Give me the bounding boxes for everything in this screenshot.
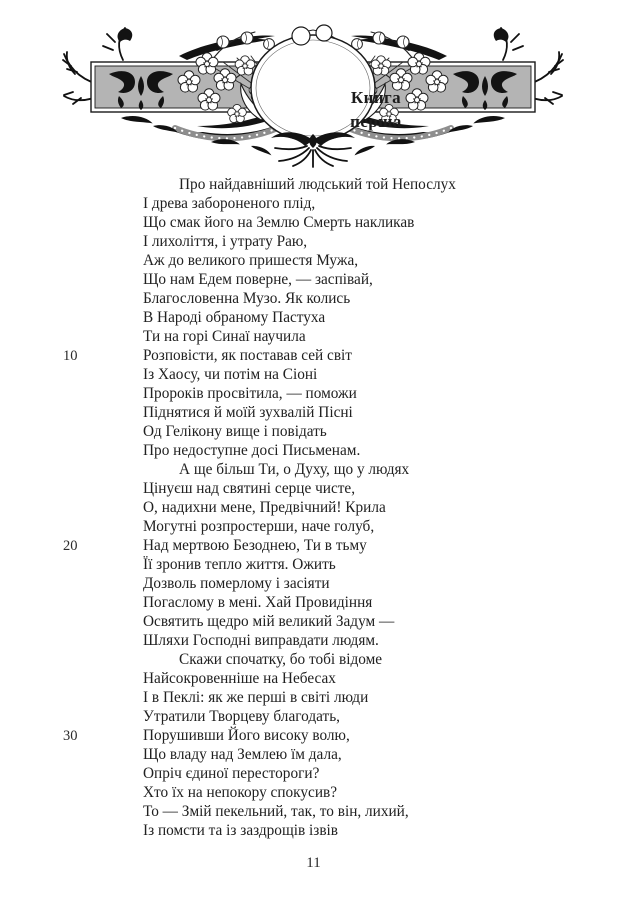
- poem-line: [63, 822, 456, 841]
- verse-text: Шляхи Господні виправдати людям.: [143, 632, 379, 649]
- verse-text: Благословенна Музо. Як колись: [143, 290, 351, 307]
- poem-line: [63, 537, 456, 556]
- verse-text: І в Пеклі: як же перші в світі люди: [143, 689, 369, 706]
- chapter-title-line2: перша: [350, 112, 402, 131]
- poem-line: [63, 651, 456, 670]
- poem-line: [63, 214, 456, 233]
- poem-line: [63, 765, 456, 784]
- poem-line: [63, 423, 456, 442]
- verse-text: Од Гелікону вище і повідать: [143, 423, 327, 440]
- poem-line: [63, 347, 456, 366]
- poem-line: [63, 366, 456, 385]
- verse-text: Хто їх на непокору спокусив?: [143, 784, 338, 801]
- poem-body: [63, 176, 456, 841]
- verse-text: Її зронив тепло життя. Ожить: [143, 556, 336, 573]
- poem-line: [63, 803, 456, 822]
- verse-line-number: 30: [63, 728, 78, 744]
- verse-text: Піднятися й моїй зухвалій Пісні: [143, 404, 353, 421]
- chapter-title: [306, 86, 446, 134]
- verse-text: Над мертвою Безоднею, Ти в тьму: [143, 537, 367, 554]
- verse-text: О, надихни мене, Предвічний! Крила: [143, 499, 386, 516]
- verse-text: Скажи спочатку, бо тобі відоме: [179, 651, 383, 668]
- poem-line: [63, 689, 456, 708]
- verse-text: Цінуєш над святині серце чисте,: [143, 480, 356, 497]
- poem-line: [63, 518, 456, 537]
- verse-text: Що смак його на Землю Смерть накликав: [143, 214, 415, 231]
- verse-text: Про найдавніший людський той Непослух: [179, 176, 456, 193]
- poem-line: [63, 708, 456, 727]
- verse-text: І древа забороненого плід,: [143, 195, 316, 212]
- page-number: 11: [306, 855, 321, 871]
- verse-text: Освятить щедро мій великий Задум —: [143, 613, 395, 630]
- verse-text: Дозволь померлому і засіяти: [143, 575, 330, 592]
- verse-text: І лихоліття, і утрату Раю,: [143, 233, 308, 250]
- verse-text: Порушивши Його високу волю,: [143, 727, 350, 744]
- poem-line: [63, 404, 456, 423]
- verse-text: То — Змій пекельний, так, то він, лихий,: [143, 803, 409, 820]
- verse-text: В Народі обраному Пастуха: [143, 309, 326, 326]
- poem-line: [63, 613, 456, 632]
- verse-text: Що нам Едем поверне, — заспівай,: [143, 271, 373, 288]
- chapter-title-line1: Книга: [350, 88, 402, 107]
- poem-line: [63, 727, 456, 746]
- verse-text: А ще більш Ти, о Духу, що у людях: [179, 461, 410, 478]
- poem-line: [63, 271, 456, 290]
- chapter-vignette: [61, 22, 565, 172]
- poem-line: [63, 746, 456, 765]
- verse-text: Аж до великого пришестя Мужа,: [143, 252, 359, 269]
- poem-line: [63, 670, 456, 689]
- poem-line: [63, 499, 456, 518]
- poem-line: [63, 195, 456, 214]
- verse-text: Із помсти та із заздрощів ізвів: [143, 822, 339, 839]
- verse-text: Опріч єдиної перестороги?: [143, 765, 320, 782]
- verse-text: Про недоступне досі Письменам.: [143, 442, 361, 459]
- poem-line: [63, 176, 456, 195]
- verse-line-number: 10: [63, 348, 78, 364]
- verse-text: Що владу над Землею їм дала,: [143, 746, 342, 763]
- poem-line: [63, 328, 456, 347]
- poem-line: [63, 233, 456, 252]
- poem-line: [63, 461, 456, 480]
- verse-text: Найсокровенніше на Небесах: [143, 670, 336, 687]
- verse-text: Розповісти, як поставав сей світ: [143, 347, 352, 364]
- poem-line: [63, 385, 456, 404]
- verse-text: Могутні розпростерши, наче голуб,: [143, 518, 375, 535]
- poem-line: [63, 290, 456, 309]
- verse-text: Пророків просвітила, — поможи: [143, 385, 357, 402]
- verse-text: Із Хаосу, чи потім на Сіоні: [143, 366, 318, 383]
- poem-line: [63, 632, 456, 651]
- poem-line: [63, 442, 456, 461]
- poem-line: [63, 784, 456, 803]
- poem-line: [63, 252, 456, 271]
- verse-text: Ти на горі Синаї научила: [143, 328, 306, 345]
- verse-text: Погаслому в мені. Хай Провидіння: [143, 594, 373, 611]
- poem-line: [63, 575, 456, 594]
- poem-line: [63, 594, 456, 613]
- verse-line-number: 20: [63, 538, 78, 554]
- poem-line: [63, 480, 456, 499]
- verse-text: Утратили Творцеву благодать,: [143, 708, 340, 725]
- poem-line: [63, 556, 456, 575]
- poem-line: [63, 309, 456, 328]
